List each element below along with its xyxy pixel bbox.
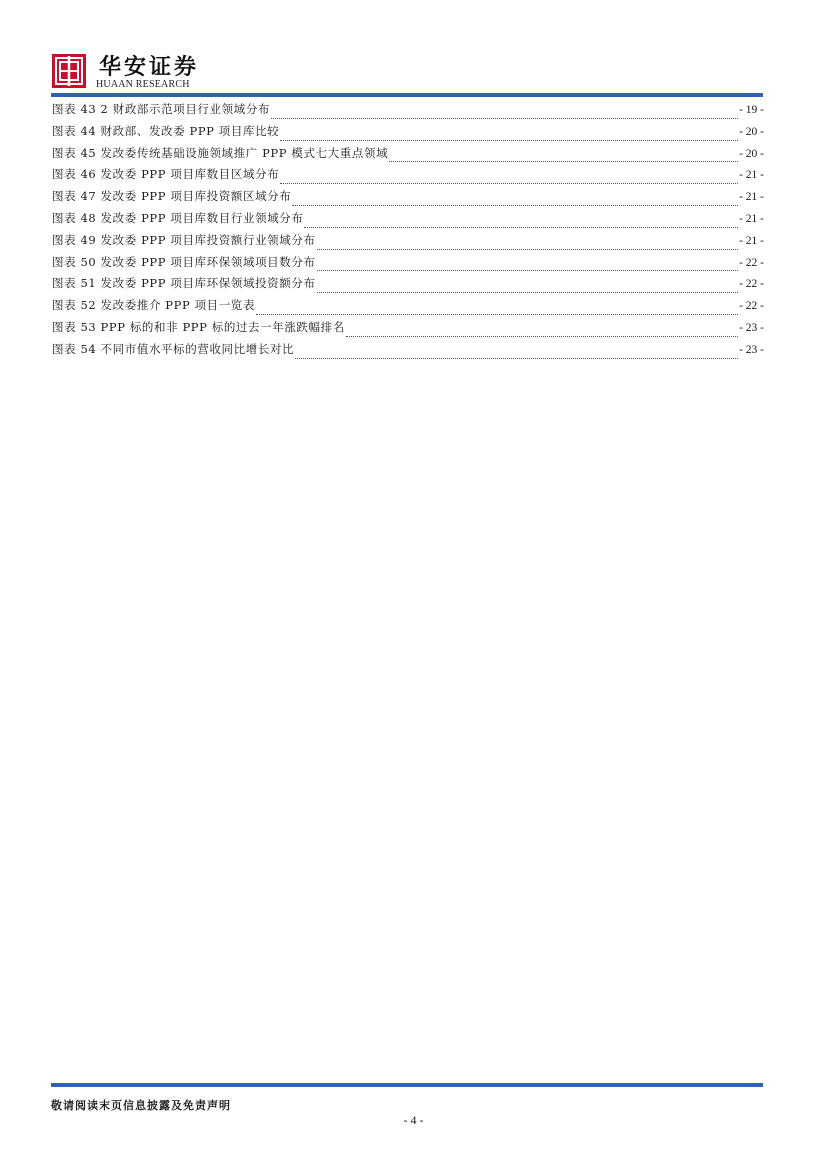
toc-entry-page: - 21 - — [739, 191, 764, 204]
toc-dot-leader — [346, 327, 738, 337]
toc-entry[interactable] — [52, 232, 764, 254]
toc-dot-leader — [280, 174, 738, 184]
toc-entry-label: 图表 54 不同市值水平标的营收同比增长对比 — [52, 341, 295, 356]
toc-dot-leader — [280, 131, 738, 141]
toc-entry-page: - 23 - — [739, 343, 764, 356]
toc-entry-page: - 22 - — [739, 278, 764, 291]
toc-entry-page: - 20 - — [739, 125, 764, 138]
toc-entry-page: - 22 - — [739, 300, 764, 313]
toc-entry[interactable] — [52, 101, 764, 123]
toc-dot-leader — [317, 240, 739, 250]
toc-entry-page: - 22 - — [739, 256, 764, 269]
toc-entry[interactable] — [52, 341, 764, 363]
toc-entry-label: 图表 49 发改委 PPP 项目库投资额行业领域分布 — [52, 232, 316, 247]
toc-entry-page: - 20 - — [739, 147, 764, 160]
toc-entry[interactable] — [52, 166, 764, 188]
toc-entry-page: - 19 - — [739, 104, 764, 116]
toc-entry[interactable] — [52, 210, 764, 232]
toc-entry-label: 图表 53 PPP 标的和非 PPP 标的过去一年涨跌幅排名 — [52, 319, 345, 334]
toc-entry[interactable] — [52, 123, 764, 145]
huaan-seal-logo-icon — [51, 53, 87, 89]
toc-entry-label: 图表 45 发改委传统基础设施领域推广 PPP 模式七大重点领域 — [52, 145, 389, 160]
toc-dot-leader — [389, 152, 738, 162]
toc-entry-label: 图表 52 发改委推介 PPP 项目一览表 — [52, 298, 256, 313]
toc-entry[interactable] — [52, 254, 764, 276]
toc-entry-label: 图表 47 发改委 PPP 项目库投资额区域分布 — [52, 189, 292, 204]
toc-entry-label: 图表 46 发改委 PPP 项目库数目区域分布 — [52, 167, 280, 182]
toc-entry-label: 图表 44 财政部、发改委 PPP 项目库比较 — [52, 123, 280, 138]
toc-entry-page: - 21 - — [739, 212, 764, 225]
toc-entry-label: 图表 48 发改委 PPP 项目库数目行业领域分布 — [52, 210, 304, 225]
toc-entry-page: - 21 - — [739, 169, 764, 182]
page-number: - 4 - — [403, 1113, 424, 1127]
toc-entry-label: 图表 43 2 财政部示范项目行业领域分布 — [52, 102, 271, 116]
toc-dot-leader — [271, 109, 738, 119]
toc-entry[interactable] — [52, 188, 764, 210]
toc-entry-label: 图表 51 发改委 PPP 项目库环保领域投资额分布 — [52, 276, 316, 291]
toc-entry[interactable] — [52, 319, 764, 341]
header-divider — [51, 93, 763, 97]
toc-entry-page: - 23 - — [739, 321, 764, 334]
toc-entry[interactable] — [52, 145, 764, 167]
brand-name-en: HUAAN RESEARCH — [96, 79, 190, 90]
toc-dot-leader — [292, 196, 738, 206]
figure-index-list — [52, 101, 764, 363]
toc-dot-leader — [295, 349, 738, 359]
toc-entry-page: - 21 - — [739, 234, 764, 247]
toc-dot-leader — [304, 218, 738, 228]
toc-entry-label: 图表 50 发改委 PPP 项目库环保领域项目数分布 — [52, 254, 316, 269]
toc-entry[interactable] — [52, 275, 764, 297]
toc-dot-leader — [317, 283, 739, 293]
toc-dot-leader — [317, 261, 739, 271]
toc-entry[interactable] — [52, 297, 764, 319]
disclaimer-text: 敬请阅读末页信息披露及免责声明 — [51, 1099, 231, 1112]
toc-dot-leader — [256, 305, 738, 315]
footer-divider — [51, 1083, 763, 1087]
brand-name-cn: 华安证券 — [99, 54, 200, 80]
